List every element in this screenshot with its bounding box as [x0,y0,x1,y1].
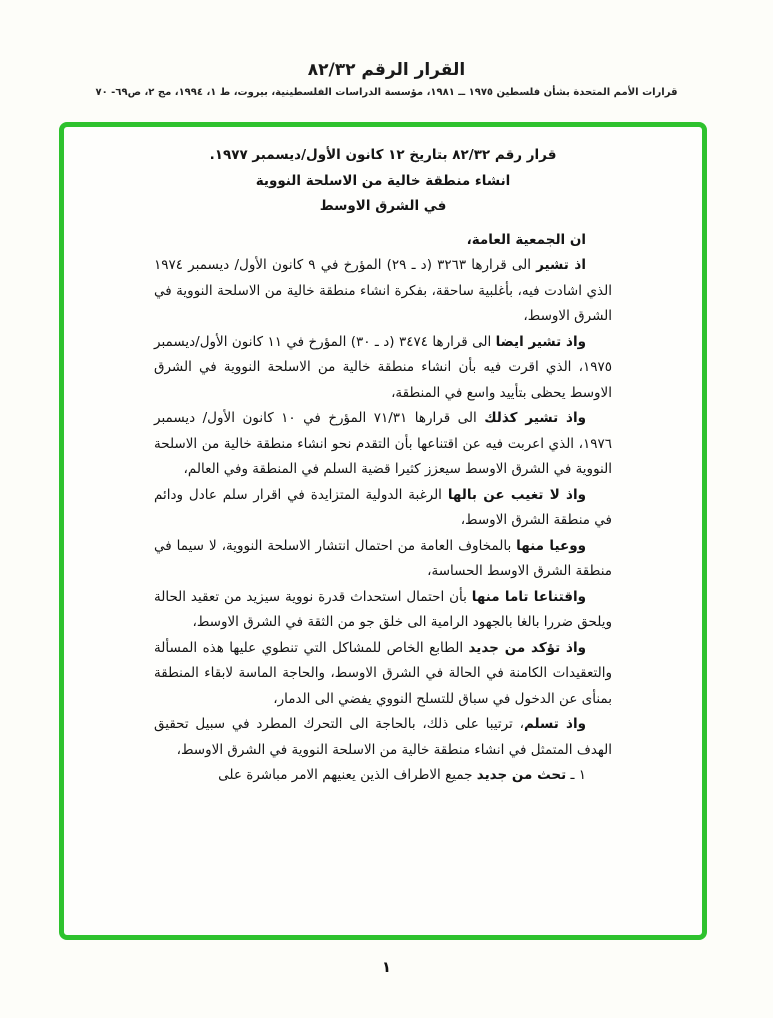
paragraph [154,406,612,483]
paragraph [154,228,612,254]
resolution-title-line3: في الشرق الاوسط [319,198,447,214]
paragraph [154,585,612,636]
resolution-green-box [59,122,707,940]
paragraph [154,330,612,407]
paragraph-lead: واقتناعا تاما منها [471,588,586,605]
paragraph-lead: تحث من جديد [476,767,567,783]
page-header [0,60,773,98]
header-source-citation: قرارات الأمم المتحدة بشأن فلسطين ١٩٧٥ ــ ١٩٨١، مؤسسة الدراسات الفلسطينية، بيروت، ط ١، ١٩٩٤، مج ٢، ص٦٩- ٧٠ [95,87,678,98]
paragraph [154,534,612,585]
paragraph [154,636,612,713]
paragraph-lead: ووعيا منها [516,537,586,554]
paragraph-prefix: ١ ـ [566,767,586,783]
resolution-title-line1: قرار رقم ٨٢/٣٢ بتاريخ ١٢ كانون الأول/ديسمبر ١٩٧٧. [209,147,557,163]
paragraph-text: الطابع الخاص للمشاكل التي تنطوي عليها هذه المسألة والتعقيدات الكامنة في الحالة في الشرق الاوسط، والحاجة الماسة لابقاء المنطقة بمنأى عن الدخول في سباق للتسلح النووي يفضي الى الدمار، [154,639,612,707]
paragraph-text: الى قرارها ٧١/٣١ المؤرخ في ١٠ كانون الأول/ ديسمبر ١٩٧٦، الذي اعربت فيه عن اقتناعها بأن التقدم نحو انشاء منطقة خالية من الاسلحة النووية في الشرق الاوسط سيعزز كثيرا قضية السلم في المنطقة وفي العالم، [154,410,612,477]
resolution-body [154,228,612,789]
paragraph [154,763,612,789]
paragraph-text: بأن احتمال استحداث قدرة نووية سيزيد من تعقيد الحالة ويلحق ضررا بالغا بالجهود الرامية الى خلق جو من الثقة في الشرق الاوسط، [154,588,612,630]
paragraph-text: الى قرارها ٣٤٧٤ (د ـ ٣٠) المؤرخ في ١١ كانون الأول/ديسمبر ١٩٧٥، الذي اقرت فيه بأن انشاء منطقة خالية من الاسلحة النووية في الشرق الاوسط يحظى بتأييد واسع في المنطقة، [154,333,612,401]
paragraph-text: ، ترتيبا على ذلك، بالحاجة الى التحرك المطرد في سبيل تحقيق الهدف المتمثل في انشاء منطقة خالية من الاسلحة النووية في الشرق الاوسط، [154,716,612,758]
paragraph-lead: واذ تشير ايضا [495,333,586,350]
header-title: القرار الرقم ٨٢/٣٢ [307,60,466,80]
resolution-title-line2: انشاء منطقة خالية من الاسلحة النووية [255,172,511,189]
paragraph [154,253,612,330]
paragraph-lead: واذ تشير كذلك [484,410,586,426]
paragraph-text: بالمخاوف العامة من احتمال انتشار الاسلحة النووية، لا سيما في منطقة الشرق الاوسط الحساسة، [154,537,612,579]
paragraph-text: الى قرارها ٣٢٦٣ (د ـ ٢٩) المؤرخ في ٩ كانون الأول/ ديسمبر ١٩٧٤ الذي اشادت فيه، بأغلبية ساحقة، بفكرة انشاء منطقة خالية من الاسلحة النووية في الشرق الاوسط، [154,257,612,324]
paragraph-text: جميع الاطراف الذين يعنيهم الامر مباشرة على [218,767,477,783]
paragraph [154,712,612,763]
paragraph [154,483,612,534]
resolution-title [154,143,612,220]
paragraph-lead: واذ لا تغيب عن بالها [447,486,586,503]
paragraph-text: الرغبة الدولية المتزايدة في اقرار سلم عادل ودائم في منطقة الشرق الاوسط، [154,486,612,528]
paragraph-lead: واذ تسلم [523,716,586,732]
paragraph-lead: ان الجمعية العامة، [466,231,586,248]
paragraph-lead: واذ تؤكد من جديد [468,639,586,656]
paragraph-lead: اذ تشير [536,257,586,273]
page-number: ١ [381,958,392,976]
resolution-content [64,127,702,789]
